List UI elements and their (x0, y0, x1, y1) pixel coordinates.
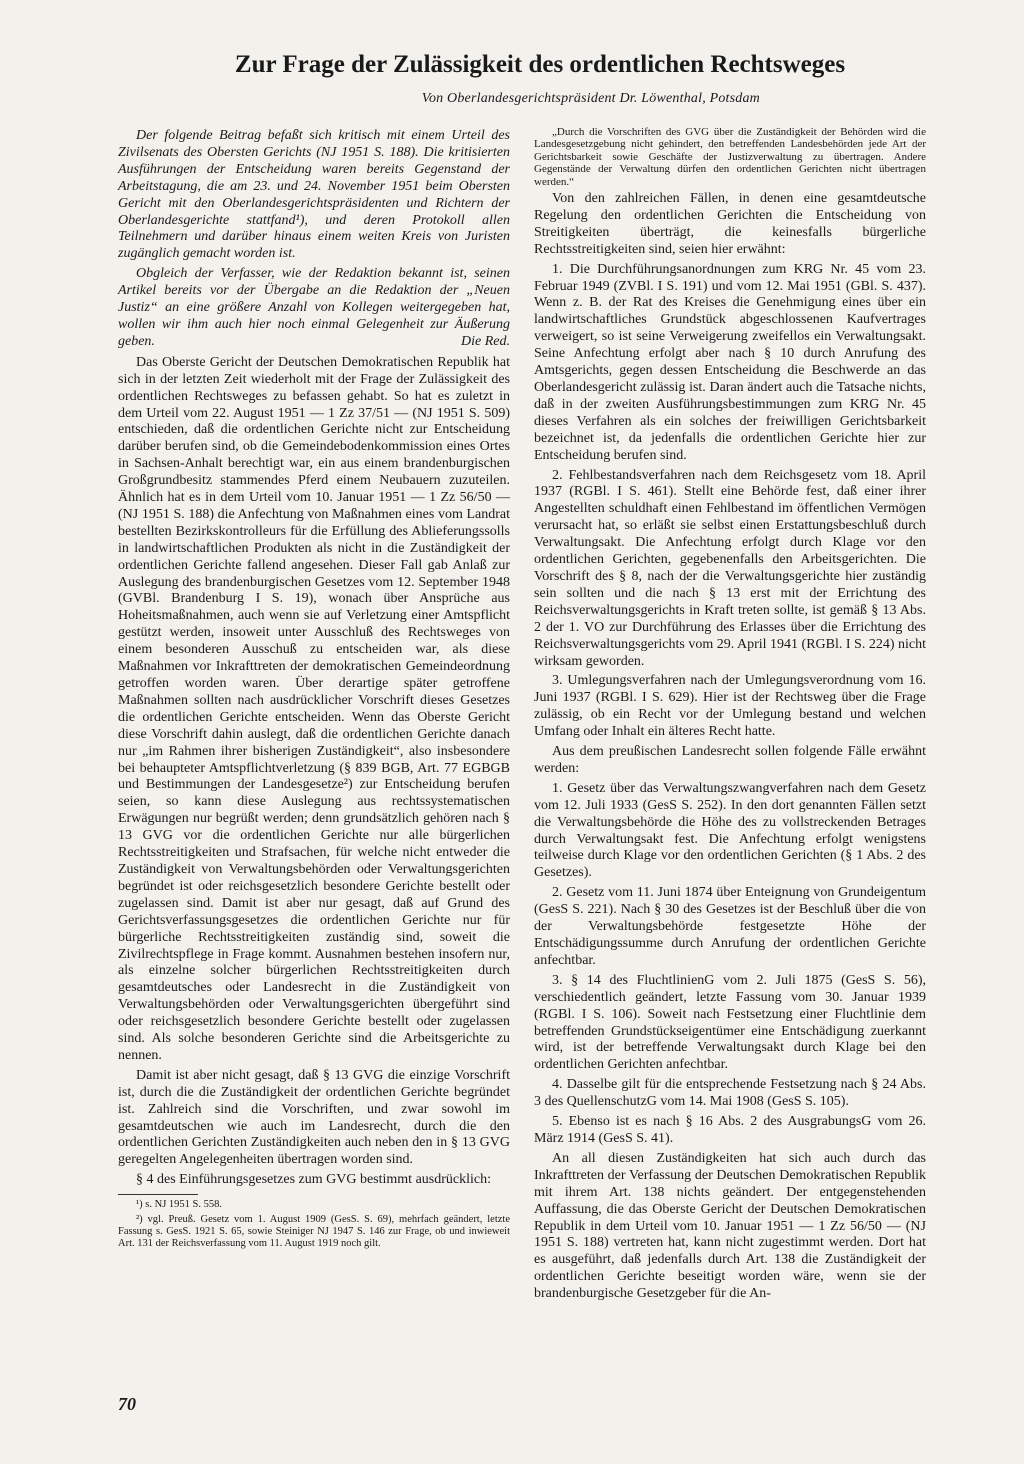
left-column (118, 128, 510, 1253)
body-paragraph: § 4 des Einführungsgesetzes zum GVG bestimmt ausdrücklich: (136, 1172, 491, 1188)
list-item: 1. Die Durchführungsanordnungen zum KRG Nr. 45 vom 23. Februar 1949 (ZVBl. I S. 191) und vom 12. Mai 1951 (GBl. S. 437). Wenn z. B. der Rat des Kreises die Genehmigung eines über ein landwirtschaftliches Grundstück abgeschlossenen Kaufvertrages verweigert, so ist seine Verweigerung zweifellos ein Verwaltungsakt. Seine Anfechtung erfolgt aber nach § 10 durch Anrufung des Amtsgerichts, gegen dessen Entscheidung die Beschwerde an das Oberlandesgericht zulässig ist. Daran ändert auch die Tatsache nichts, daß in der zweiten Ausführungsbestimmungen zum KRG Nr. 45 dieses Verfahren als ein solches der freiwilligen Gerichtsbarkeit bezeichnet ist, da jedenfalls die ordentlichen Gerichte hier zur Entscheidung berufen sind. (534, 261, 926, 463)
list-item: 4. Dasselbe gilt für die entsprechende Festsetzung nach § 24 Abs. 3 des QuellenschutzG vom 14. Mai 1908 (GesS S. 105). (534, 1077, 926, 1110)
footnote-divider (118, 1194, 198, 1195)
body-paragraph: Das Oberste Gericht der Deutschen Demokratischen Republik hat sich in der letzten Zeit wiederholt mit der Frage der Zulässigkeit des ordentlichen Rechtsweges zu befassen gehabt. So hat es zuletzt in dem Urteil vom 22. August 1951 — 1 Zz 37/51 — (NJ 1951 S. 509) entschieden, daß die ordentlichen Gerichte nicht zur Entscheidung darüber berufen sind, ob die Gemeindebodenkommission eines Ortes in Sachsen-Anhalt berechtigt war, ein aus einem brandenburgischen Großgrundbesitz stammendes Pferd einem Neubauern zuzuteilen. Ähnlich hat es in dem Urteil vom 10. Januar 1951 — 1 Zz 56/50 — (NJ 1951 S. 188) die Anfechtung von Maßnahmen eines vom Landrat bestellten Bezirkskontrolleurs für die Erfüllung des Ablieferungssolls in landwirtschaftlichen Produkten als nicht in die Zuständigkeit der ordentlichen Gerichte fallend angesehen. Dieser Fall gab Anlaß zur Auslegung des brandenburgischen Gesetzes vom 12. September 1948 (GVBl. Brandenburg I S. 19), wonach über Ansprüche aus Hoheitsmaßnahmen, auch wenn sie auf Verletzung einer Amtspflicht gestützt werden, insoweit unter Ausschluß des Rechtsweges von einem besonderen Ausschuß zu entscheiden war, als diese Maßnahmen vor Inkrafttreten der demokratischen Gemeindeordnung getroffen worden waren. Über derartige später getroffene Maßnahmen sollten nach ausdrücklicher Vorschrift dieses Gesetzes die ordentlichen Gerichte entscheiden. Wenn das Oberste Gericht diese Vorschrift dahin auslegt, daß die ordentlichen Gerichte danach nur „im Rahmen ihrer bisherigen Zuständigkeit“, also insbesondere bei behaupteter Amtspflichtverletzung (§ 839 BGB, Art. 77 EGBGB und Bestimmungen der Landesgesetze²) zur Entscheidung berufen seien, so kann diese Auslegung aus rechtssystematischen Erwägungen nur begrüßt werden; denn grundsätzlich gehören nach § 13 GVG vor die ordentlichen Gerichte nur alle bürgerlichen Rechtsstreitigkeiten und Strafsachen, für welche nicht entweder die Zuständigkeit von Verwaltungsbehörden oder Verwaltungsgerichten begründet ist oder reichsgesetzlich besondere Gerichte bestellt oder zugelassen sind. Damit ist aber nur gesagt, daß auf Grund des Gerichtsverfassungsgesetzes die ordentlichen Gerichte nur für bürgerliche Rechtsstreitigkeiten zuständig sind, soweit die Zivilrechtspflege in Frage kommt. Ausnahmen bestehen insofern nur, als einzelne solcher bürgerlichen Rechtsstreitigkeiten durch gesamtdeutsches oder Landesrecht in die Zuständigkeit von Verwaltungsbehörden oder Verwaltungsgerichten übergeführt sind oder reichsgesetzlich besondere Gerichte bestellt oder zugelassen sind. Als solche besonderen Gerichte sind die Arbeitsgerichte zu nennen. (118, 354, 510, 1063)
body-paragraph: Damit ist aber nicht gesagt, daß § 13 GVG die einzige Vorschrift ist, durch die die Zuständigkeit der ordentlichen Gerichte begründet ist. Zahlreich sind die Vorschriften, und zwar sowohl im gesamtdeutschen wie auch im Landesrecht, durch die den ordentlichen Gerichten Zuständigkeiten auch neben den in § 13 GVG geregelten Angelegenheiten übertragen worden sind. (118, 1067, 510, 1168)
body-paragraph: Aus dem preußischen Landesrecht sollen folgende Fälle erwähnt werden: (534, 744, 926, 776)
list-item: 3. Umlegungsverfahren nach der Umlegungsverordnung vom 16. Juni 1937 (RGBl. I S. 629). Hier ist der Rechtsweg über die Frage zulässig, ob ein Recht vor der Umlegung bestand und welchen Umfang oder Inhalt ein älteres Recht hatte. (534, 673, 926, 740)
editorial-paragraph (118, 266, 510, 351)
editorial-note (118, 128, 510, 351)
author-byline: Von Oberlandesgerichtspräsident Dr. Löwenthal, Potsdam (421, 91, 760, 106)
page-number: 70 (118, 1394, 136, 1414)
editorial-paragraph-text: Obgleich der Verfasser, wie der Redaktion bekannt ist, seinen Artikel bereits vor der Übergabe an die Redaktion der „Neuen Justiz“ an eine größere Anzahl von Kollegen weitergegeben hat, wollen wir ihm auch hier noch einmal Gelegenheit zur Äußerung geben. (118, 266, 510, 349)
list-item: 1. Gesetz über das Verwaltungszwangverfahren nach dem Gesetz vom 12. Juli 1933 (GesS S. 252). In den dort genannten Fällen setzt die Verwaltungsbehörde die Höhe des zu vollstreckenden Betrages durch Verwaltungsakt fest. Die Anfechtung erfolgt wenigstens teilweise durch Klage vor den ordentlichen Gerichten (§ 1 Abs. 2 des Gesetzes). (534, 780, 926, 881)
list-item: 2. Gesetz vom 11. Juni 1874 über Enteignung von Grundeigentum (GesS S. 221). Nach § 30 des Gesetzes ist der Beschluß über die von der Verwaltungsbehörde festgesetzte Höhe der Entschädigungssumme durch Anrufung der ordentlichen Gerichte anfechtbar. (534, 885, 926, 968)
body-paragraph: An all diesen Zuständigkeiten hat sich auch durch das Inkrafttreten der Verfassung der Deutschen Demokratischen Republik mit ihrem Art. 138 nichts geändert. Der entgegenstehenden Auffassung, die das Oberste Gericht der Deutschen Demokratischen Republik in dem Urteil vom 10. Januar 1951 — 1 Zz 56/50 — (NJ 1951 S. 188) vertreten hat, kann nicht zugestimmt werden. Dort hat es ausgeführt, daß jedenfalls durch Art. 138 die Zuständigkeit der ordentlichen Gerichte beseitigt worden wäre, wenn sie der brandenburgische Gesetzgeber für die An- (534, 1150, 926, 1302)
footnotes (118, 1199, 510, 1250)
editor-signature: Die Red. (461, 333, 510, 349)
block-quote (534, 126, 926, 188)
footnote: ¹) s. NJ 1951 S. 558. (136, 1199, 222, 1211)
article-title: Zur Frage der Zulässigkeit des ordentlichen Rechtsweges (234, 51, 846, 78)
editorial-paragraph: Der folgende Beitrag befaßt sich kritisch mit einem Urteil des Zivilsenats des Obersten Gerichts (NJ 1951 S. 188). Die kritisierten Ausführungen der Entscheidung waren bereits Gegenstand der Arbeitstagung, die am 23. und 24. November 1951 beim Obersten Gericht mit den Oberlandesgerichtspräsidenten und Richtern der Oberlandesgerichte stattfand¹), und deren Protokoll allen Teilnehmern und darüber hinaus einem weiten Kreis von Juristen zugänglich gemacht worden ist. (118, 128, 510, 262)
body-paragraph: Von den zahlreichen Fällen, in denen eine gesamtdeutsche Regelung den ordentlichen Gerichten die Entscheidung von Streitigkeiten überträgt, die keinesfalls bürgerliche Rechtsstreitigkeiten sind, seien hier erwähnt: (534, 191, 926, 257)
quote-text: „Durch die Vorschriften des GVG über die Zuständigkeit der Behörden wird die Landesgesetzgebung nicht gehindert, den betreffenden Landesbehörden jede Art der Gerichtsbarkeit sowie Geschäfte der Justizverwaltung zu übertragen. Andere Gegenstände der Verwaltung dürfen den ordentlichen Gerichten nicht übertragen werden.“ (534, 126, 926, 188)
right-column (534, 126, 926, 1306)
list-item: 3. § 14 des FluchtlinienG vom 2. Juli 1875 (GesS S. 56), verschiedentlich geändert, letzte Fassung vom 30. Januar 1939 (RGBl. I S. 106). Soweit nach Festsetzung einer Fluchtlinie dem betreffenden Grundstückseigentümer eine Entschädigung zuerkannt wird, ist der betreffende Verwaltungsakt durch Klage bei den ordentlichen Gerichten anfechtbar. (534, 972, 926, 1073)
list-item: 2. Fehlbestandsverfahren nach dem Reichsgesetz vom 18. April 1937 (RGBl. I S. 461). Stellt eine Behörde fest, daß einer ihrer Angestellten schuldhaft einen Fehlbestand im öffentlichen Vermögen verursacht hat, so erläßt sie selbst einen Erstattungsbeschluß durch Verwaltungsakt. Die Anfechtung erfolgt durch Klage vor den ordentlichen Gerichten, gegebenenfalls den Arbeitsgerichten. Die Vorschrift des § 8, nach der die Verwaltungsgerichte hier zuständig sein sollten und die nach § 13 erst mit der Errichtung des Reichsverwaltungsgerichts in Kraft treten sollte, ist gemäß § 13 Abs. 2 der 1. VO zur Durchführung des Erlasses über die Errichtung des Reichsverwaltungsgerichts vom 29. April 1941 (RGBl. I S. 224) nicht wirksam geworden. (534, 467, 926, 669)
footnote: ²) vgl. Preuß. Gesetz vom 1. August 1909 (GesS. S. 69), mehrfach geändert, letzte Fassung s. GesS. 1921 S. 65, sowie Steiniger NJ 1947 S. 146 zur Frage, ob und inwieweit Art. 131 der Reichsverfassung vom 11. August 1919 noch gilt. (118, 1214, 510, 1250)
list-item: 5. Ebenso ist es nach § 16 Abs. 2 des AusgrabungsG vom 26. März 1914 (GesS S. 41). (534, 1114, 926, 1146)
